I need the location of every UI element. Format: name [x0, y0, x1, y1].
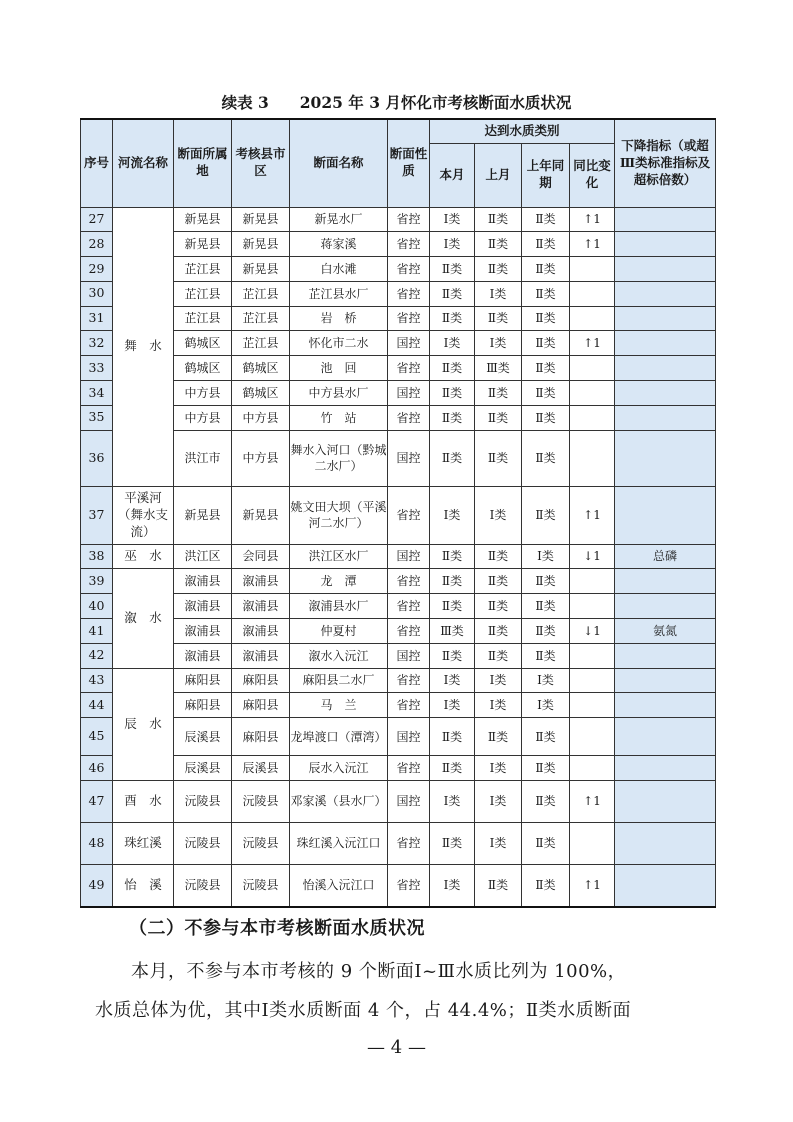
cell-section-name: 麻阳县二水厂: [290, 668, 388, 693]
cell-location: 沅陵县: [174, 865, 232, 907]
cell-type: 国控: [388, 430, 430, 486]
cell-this-month: Ⅱ类: [430, 594, 475, 619]
cell-seq: 31: [81, 306, 113, 331]
cell-last-month: Ⅱ类: [475, 619, 522, 644]
cell-this-month: Ⅱ类: [430, 306, 475, 331]
cell-type: 省控: [388, 257, 430, 282]
header-section-location: 断面所属地: [174, 119, 232, 207]
cell-this-month: Ⅱ类: [430, 569, 475, 594]
cell-section-name: 岩 桥: [290, 306, 388, 331]
cell-county: 新晃县: [232, 257, 290, 282]
cell-this-month: Ⅰ类: [430, 693, 475, 718]
cell-county: 中方县: [232, 405, 290, 430]
table-row: [81, 643, 716, 668]
cell-type: 省控: [388, 356, 430, 381]
cell-last-month: Ⅱ类: [475, 405, 522, 430]
table-row: [81, 718, 716, 756]
cell-last-year: Ⅱ类: [522, 486, 570, 544]
cell-section-name: 舞水入河口（黔城二水厂）: [290, 430, 388, 486]
cell-county: 新晃县: [232, 207, 290, 232]
cell-section-name: 洪江区水厂: [290, 544, 388, 569]
cell-type: 省控: [388, 823, 430, 865]
cell-county: 新晃县: [232, 232, 290, 257]
cell-type: 国控: [388, 381, 430, 406]
table-row: [81, 693, 716, 718]
cell-last-year: Ⅰ类: [522, 668, 570, 693]
cell-this-month: Ⅰ类: [430, 232, 475, 257]
cell-section-name: 辰水入沅江: [290, 756, 388, 781]
cell-last-year: Ⅱ类: [522, 331, 570, 356]
table-row: [81, 781, 716, 823]
cell-note: [615, 356, 716, 381]
table-row: [81, 381, 716, 406]
water-quality-table: [80, 118, 716, 908]
cell-type: 省控: [388, 232, 430, 257]
cell-last-year: Ⅱ类: [522, 356, 570, 381]
cell-yoy: [570, 281, 615, 306]
cell-location: 鹤城区: [174, 356, 232, 381]
cell-river: 辰 水: [113, 668, 174, 780]
cell-type: 国控: [388, 331, 430, 356]
cell-seq: 43: [81, 668, 113, 693]
cell-location: 中方县: [174, 381, 232, 406]
cell-seq: 42: [81, 643, 113, 668]
cell-last-year: Ⅱ类: [522, 569, 570, 594]
cell-section-name: 新晃水厂: [290, 207, 388, 232]
cell-last-year: Ⅱ类: [522, 381, 570, 406]
table-title: 续表 3 2025 年 3 月怀化市考核断面水质状况: [221, 93, 572, 112]
cell-last-year: Ⅱ类: [522, 619, 570, 644]
table-row: [81, 594, 716, 619]
header-river: 河流名称: [113, 119, 174, 207]
cell-this-month: Ⅱ类: [430, 718, 475, 756]
cell-seq: 30: [81, 281, 113, 306]
cell-this-month: Ⅱ类: [430, 356, 475, 381]
cell-this-month: Ⅰ类: [430, 781, 475, 823]
cell-section-name: 马 兰: [290, 693, 388, 718]
cell-seq: 44: [81, 693, 113, 718]
cell-type: 国控: [388, 781, 430, 823]
cell-last-year: Ⅰ类: [522, 693, 570, 718]
cell-note: [615, 405, 716, 430]
cell-yoy: [570, 356, 615, 381]
cell-note: [615, 381, 716, 406]
cell-yoy: ↓1: [570, 619, 615, 644]
cell-last-month: Ⅰ类: [475, 756, 522, 781]
cell-type: 国控: [388, 643, 430, 668]
cell-this-month: Ⅱ类: [430, 257, 475, 282]
cell-note: [615, 207, 716, 232]
cell-section-name: 竹 站: [290, 405, 388, 430]
cell-last-month: Ⅱ类: [475, 232, 522, 257]
cell-seq: 35: [81, 405, 113, 430]
cell-type: 省控: [388, 281, 430, 306]
cell-county: 芷江县: [232, 306, 290, 331]
cell-type: 省控: [388, 486, 430, 544]
cell-location: 麻阳县: [174, 668, 232, 693]
cell-yoy: [570, 594, 615, 619]
cell-last-year: Ⅱ类: [522, 207, 570, 232]
cell-note: [615, 865, 716, 907]
cell-yoy: [570, 257, 615, 282]
cell-note: [615, 569, 716, 594]
cell-last-month: Ⅰ类: [475, 693, 522, 718]
page-number: — 4 —: [367, 1037, 426, 1058]
cell-this-month: Ⅱ类: [430, 405, 475, 430]
cell-type: 省控: [388, 594, 430, 619]
cell-river: 怡 溪: [113, 865, 174, 907]
cell-location: 溆浦县: [174, 643, 232, 668]
cell-note: [615, 668, 716, 693]
cell-location: 新晃县: [174, 207, 232, 232]
cell-last-month: Ⅱ类: [475, 430, 522, 486]
cell-yoy: [570, 569, 615, 594]
cell-county: 中方县: [232, 430, 290, 486]
cell-river: 舞 水: [113, 207, 174, 486]
cell-seq: 27: [81, 207, 113, 232]
cell-location: 沅陵县: [174, 823, 232, 865]
cell-last-month: Ⅰ类: [475, 823, 522, 865]
cell-note: 氨氮: [615, 619, 716, 644]
cell-location: 中方县: [174, 405, 232, 430]
cell-last-month: Ⅰ类: [475, 281, 522, 306]
cell-type: 国控: [388, 718, 430, 756]
cell-seq: 46: [81, 756, 113, 781]
header-note: 下降指标（或超Ⅲ类标准指标及超标倍数）: [615, 119, 716, 207]
cell-note: 总磷: [615, 544, 716, 569]
cell-last-month: Ⅰ类: [475, 331, 522, 356]
cell-this-month: Ⅰ类: [430, 668, 475, 693]
cell-last-month: Ⅱ类: [475, 643, 522, 668]
cell-last-month: Ⅱ类: [475, 544, 522, 569]
cell-yoy: [570, 756, 615, 781]
cell-river: 珠红溪: [113, 823, 174, 865]
cell-county: 溆浦县: [232, 594, 290, 619]
header-seq: 序号: [81, 119, 113, 207]
cell-river: 平溪河（舞水支流）: [113, 486, 174, 544]
header-this-month: 本月: [430, 143, 475, 207]
cell-type: 省控: [388, 207, 430, 232]
table-row: [81, 619, 716, 644]
cell-county: 溆浦县: [232, 643, 290, 668]
cell-location: 辰溪县: [174, 718, 232, 756]
cell-note: [615, 281, 716, 306]
cell-last-year: Ⅱ类: [522, 306, 570, 331]
cell-county: 会同县: [232, 544, 290, 569]
cell-county: 麻阳县: [232, 693, 290, 718]
table-row: [81, 331, 716, 356]
cell-location: 辰溪县: [174, 756, 232, 781]
cell-this-month: Ⅲ类: [430, 619, 475, 644]
cell-river: 酉 水: [113, 781, 174, 823]
cell-note: [615, 306, 716, 331]
cell-yoy: ↑1: [570, 486, 615, 544]
cell-last-year: Ⅱ类: [522, 594, 570, 619]
cell-location: 芷江县: [174, 257, 232, 282]
cell-last-year: Ⅱ类: [522, 823, 570, 865]
cell-location: 洪江市: [174, 430, 232, 486]
cell-county: 辰溪县: [232, 756, 290, 781]
cell-this-month: Ⅱ类: [430, 381, 475, 406]
cell-last-month: Ⅰ类: [475, 781, 522, 823]
cell-yoy: ↑1: [570, 331, 615, 356]
cell-seq: 28: [81, 232, 113, 257]
table-row: [81, 430, 716, 486]
cell-yoy: [570, 430, 615, 486]
cell-yoy: [570, 306, 615, 331]
cell-this-month: Ⅱ类: [430, 430, 475, 486]
cell-last-year: Ⅱ类: [522, 643, 570, 668]
cell-seq: 45: [81, 718, 113, 756]
cell-county: 沅陵县: [232, 865, 290, 907]
table-row: [81, 306, 716, 331]
header-last-month: 上月: [475, 143, 522, 207]
cell-seq: 40: [81, 594, 113, 619]
cell-county: 芷江县: [232, 331, 290, 356]
table-row: [81, 281, 716, 306]
cell-seq: 29: [81, 257, 113, 282]
table-row: [81, 668, 716, 693]
cell-note: [615, 232, 716, 257]
cell-type: 省控: [388, 668, 430, 693]
cell-county: 沅陵县: [232, 781, 290, 823]
table-row: [81, 207, 716, 232]
header-assess-county: 考核县市区: [232, 119, 290, 207]
table-row: [81, 756, 716, 781]
cell-this-month: Ⅱ类: [430, 544, 475, 569]
cell-type: 省控: [388, 693, 430, 718]
cell-last-month: Ⅱ类: [475, 207, 522, 232]
cell-this-month: Ⅱ类: [430, 281, 475, 306]
table-row: [81, 232, 716, 257]
cell-yoy: [570, 381, 615, 406]
table-row: [81, 544, 716, 569]
table-row: [81, 569, 716, 594]
cell-last-month: Ⅰ类: [475, 486, 522, 544]
cell-seq: 49: [81, 865, 113, 907]
cell-location: 溆浦县: [174, 619, 232, 644]
cell-this-month: Ⅰ类: [430, 865, 475, 907]
cell-section-name: 怀化市二水: [290, 331, 388, 356]
cell-section-name: 邓家溪（县水厂）: [290, 781, 388, 823]
header-last-year: 上年同期: [522, 143, 570, 207]
cell-note: [615, 486, 716, 544]
cell-type: 国控: [388, 544, 430, 569]
cell-note: [615, 594, 716, 619]
cell-section-name: 珠红溪入沅江口: [290, 823, 388, 865]
cell-last-year: Ⅱ类: [522, 430, 570, 486]
header-category-group: 达到水质类别: [430, 119, 615, 143]
cell-section-name: 溆浦县水厂: [290, 594, 388, 619]
cell-yoy: ↑1: [570, 865, 615, 907]
cell-this-month: Ⅱ类: [430, 823, 475, 865]
cell-yoy: ↓1: [570, 544, 615, 569]
cell-county: 鹤城区: [232, 356, 290, 381]
cell-yoy: ↑1: [570, 207, 615, 232]
cell-county: 溆浦县: [232, 619, 290, 644]
cell-seq: 33: [81, 356, 113, 381]
cell-this-month: Ⅰ类: [430, 207, 475, 232]
cell-river: 溆 水: [113, 569, 174, 668]
cell-note: [615, 756, 716, 781]
cell-location: 沅陵县: [174, 781, 232, 823]
cell-last-month: Ⅱ类: [475, 718, 522, 756]
cell-section-name: 白水滩: [290, 257, 388, 282]
cell-location: 新晃县: [174, 232, 232, 257]
cell-last-month: Ⅱ类: [475, 569, 522, 594]
cell-this-month: Ⅰ类: [430, 331, 475, 356]
cell-last-year: Ⅱ类: [522, 405, 570, 430]
cell-seq: 32: [81, 331, 113, 356]
cell-seq: 41: [81, 619, 113, 644]
table-row: [81, 356, 716, 381]
cell-type: 省控: [388, 756, 430, 781]
cell-yoy: [570, 668, 615, 693]
cell-seq: 37: [81, 486, 113, 544]
cell-section-name: 池 回: [290, 356, 388, 381]
cell-last-year: Ⅱ类: [522, 232, 570, 257]
cell-county: 溆浦县: [232, 569, 290, 594]
cell-type: 省控: [388, 569, 430, 594]
paragraph-line-1: 本月，不参与本市考核的 9 个断面Ⅰ~Ⅲ水质比列为 100%，: [131, 961, 627, 982]
cell-county: 麻阳县: [232, 718, 290, 756]
cell-location: 溆浦县: [174, 594, 232, 619]
cell-county: 鹤城区: [232, 381, 290, 406]
cell-note: [615, 331, 716, 356]
cell-county: 沅陵县: [232, 823, 290, 865]
header-yoy: 同比变化: [570, 143, 615, 207]
cell-county: 麻阳县: [232, 668, 290, 693]
cell-seq: 39: [81, 569, 113, 594]
cell-this-month: Ⅱ类: [430, 643, 475, 668]
cell-type: 省控: [388, 405, 430, 430]
cell-type: 省控: [388, 619, 430, 644]
cell-note: [615, 430, 716, 486]
cell-location: 芷江县: [174, 281, 232, 306]
cell-last-month: Ⅱ类: [475, 594, 522, 619]
paragraph-line-2: 水质总体为优，其中Ⅰ类水质断面 4 个，占 44.4%；Ⅱ类水质断面: [95, 1000, 632, 1021]
cell-note: [615, 643, 716, 668]
cell-last-month: Ⅱ类: [475, 306, 522, 331]
table-row: [81, 257, 716, 282]
cell-section-name: 蒋家溪: [290, 232, 388, 257]
header-section-type: 断面性质: [388, 119, 430, 207]
cell-section-name: 溆水入沅江: [290, 643, 388, 668]
cell-location: 麻阳县: [174, 693, 232, 718]
table-row: [81, 405, 716, 430]
cell-note: [615, 781, 716, 823]
cell-last-year: Ⅰ类: [522, 544, 570, 569]
cell-yoy: [570, 643, 615, 668]
cell-river: 巫 水: [113, 544, 174, 569]
table-row: [81, 865, 716, 907]
cell-location: 洪江区: [174, 544, 232, 569]
cell-last-month: Ⅲ类: [475, 356, 522, 381]
cell-seq: 47: [81, 781, 113, 823]
cell-yoy: [570, 693, 615, 718]
cell-yoy: [570, 405, 615, 430]
cell-last-year: Ⅱ类: [522, 281, 570, 306]
cell-seq: 48: [81, 823, 113, 865]
cell-last-year: Ⅱ类: [522, 718, 570, 756]
cell-section-name: 中方县水厂: [290, 381, 388, 406]
cell-seq: 36: [81, 430, 113, 486]
header-section-name: 断面名称: [290, 119, 388, 207]
cell-location: 溆浦县: [174, 569, 232, 594]
cell-this-month: Ⅰ类: [430, 486, 475, 544]
cell-location: 芷江县: [174, 306, 232, 331]
cell-seq: 34: [81, 381, 113, 406]
cell-last-month: Ⅱ类: [475, 257, 522, 282]
cell-type: 省控: [388, 306, 430, 331]
cell-county: 芷江县: [232, 281, 290, 306]
cell-note: [615, 693, 716, 718]
cell-seq: 38: [81, 544, 113, 569]
cell-last-month: Ⅱ类: [475, 381, 522, 406]
table-row: [81, 823, 716, 865]
cell-this-month: Ⅱ类: [430, 756, 475, 781]
cell-type: 省控: [388, 865, 430, 907]
cell-last-year: Ⅱ类: [522, 865, 570, 907]
cell-section-name: 龙埠渡口（潭湾）: [290, 718, 388, 756]
cell-section-name: 仲夏村: [290, 619, 388, 644]
cell-yoy: [570, 718, 615, 756]
section-heading: （二）不参与本市考核断面水质状况: [129, 918, 425, 939]
cell-section-name: 怡溪入沅江口: [290, 865, 388, 907]
cell-location: 鹤城区: [174, 331, 232, 356]
table-row: [81, 486, 716, 544]
cell-section-name: 芷江县水厂: [290, 281, 388, 306]
cell-yoy: [570, 823, 615, 865]
cell-last-month: Ⅰ类: [475, 668, 522, 693]
cell-last-month: Ⅱ类: [475, 865, 522, 907]
cell-last-year: Ⅱ类: [522, 756, 570, 781]
cell-section-name: 龙 潭: [290, 569, 388, 594]
table-body: [81, 207, 716, 907]
cell-note: [615, 718, 716, 756]
cell-last-year: Ⅱ类: [522, 781, 570, 823]
cell-note: [615, 823, 716, 865]
cell-last-year: Ⅱ类: [522, 257, 570, 282]
cell-yoy: ↑1: [570, 232, 615, 257]
cell-location: 新晃县: [174, 486, 232, 544]
cell-county: 新晃县: [232, 486, 290, 544]
cell-note: [615, 257, 716, 282]
cell-yoy: ↑1: [570, 781, 615, 823]
cell-section-name: 姚文田大坝（平溪河二水厂）: [290, 486, 388, 544]
